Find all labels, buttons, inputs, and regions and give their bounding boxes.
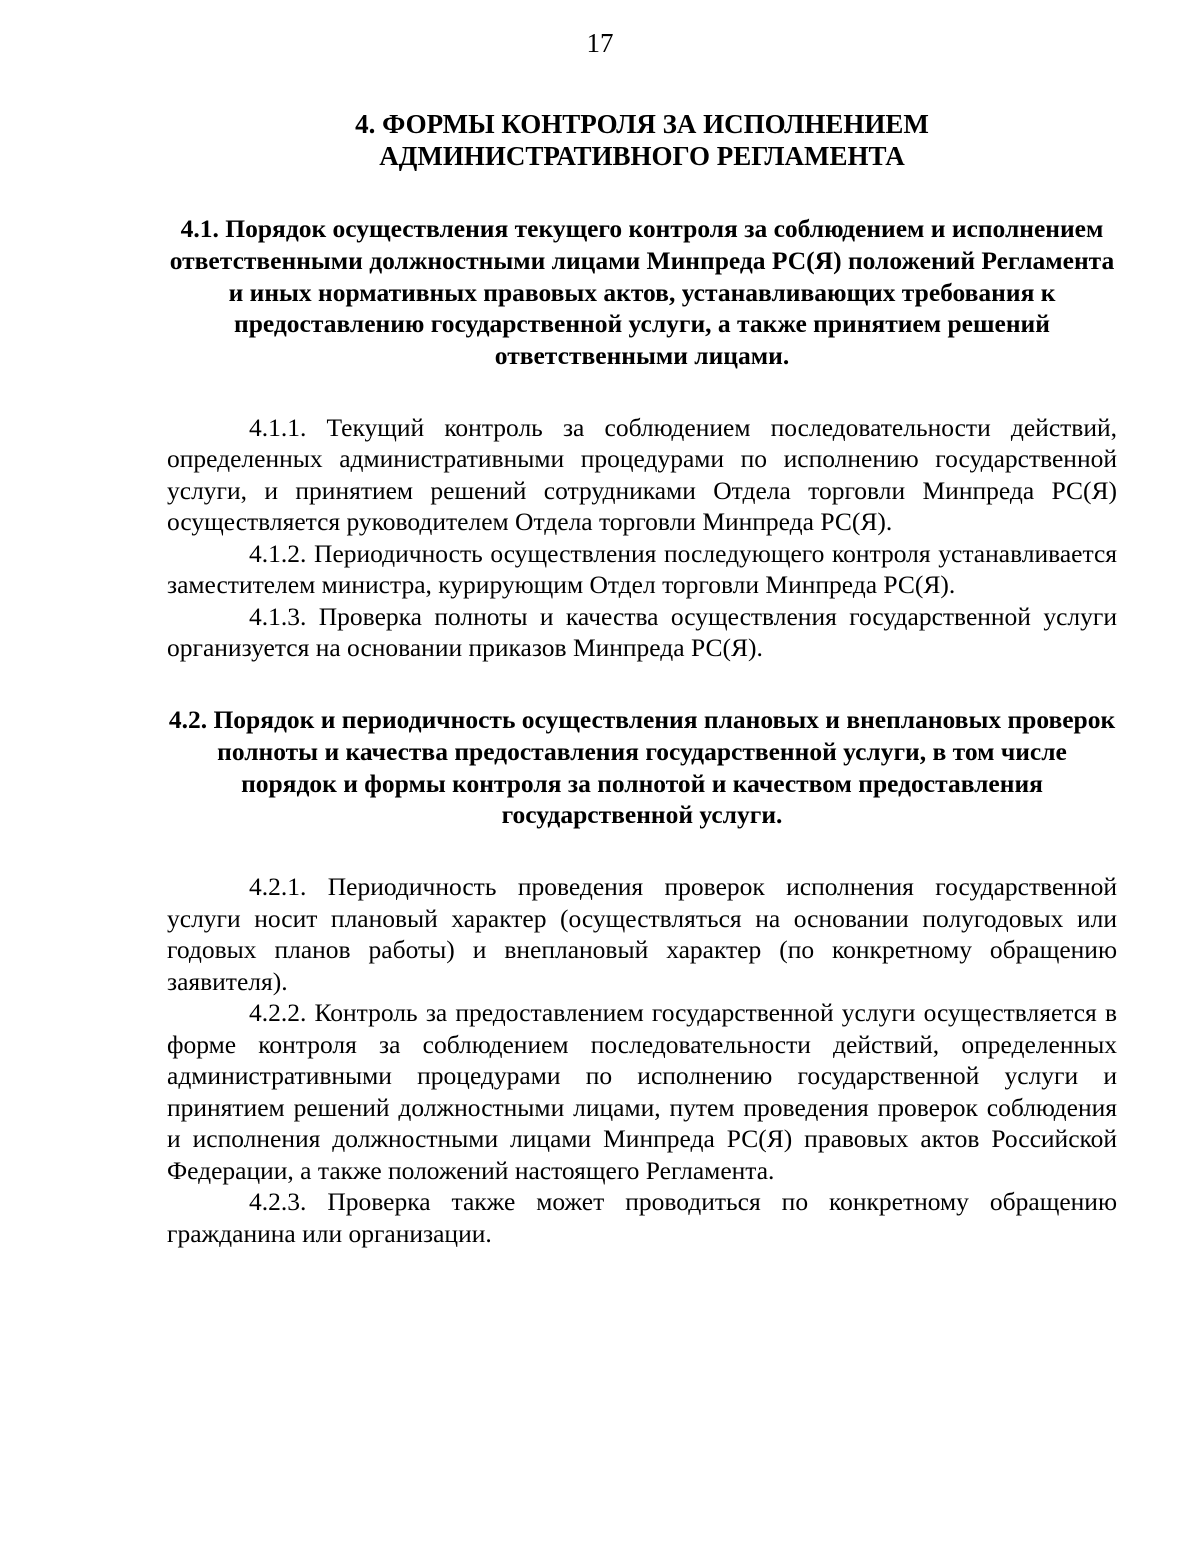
subsection-title-4-2: 4.2. Порядок и периодичность осуществления плановых и внеплановых проверок полноты и качества предоставления государственной услуги, в том числе порядок и формы контроля за полнотой и качеством предоставления государственной услуги. <box>168 704 1116 830</box>
subsection-title-4-1: 4.1. Порядок осуществления текущего контроля за соблюдением и исполнением ответственными должностными лицами Минпреда РС(Я) положений Регламента и иных нормативных правовых актов, устанавливающих требования к предоставлению государственной услуги, а также принятием решений ответственными лицами. <box>169 214 1115 371</box>
spacer <box>167 664 1117 704</box>
paragraph-4-2-1: 4.2.1. Периодичность проведения проверок исполнения государственной услуги носит плановый характер (осуществляться на основании полугодовых или годовых планов работы) и внеплановый характер (по конкретному обращению заявителя). <box>167 872 1117 996</box>
spacer <box>167 172 1117 213</box>
paragraph-4-1-2: 4.1.2. Периодичность осуществления последующего контроля устанавливается заместителем министра, курирующим Отдел торговли Минпреда РС(Я). <box>167 538 1117 600</box>
paragraph-4-2-2: 4.2.2. Контроль за предоставлением государственной услуги осуществляется в форме контроля за соблюдением последовательности действий, определенных административными процедурами по исполнению государственной услуги и принятием решений должностными лицами, путем проведения проверок соблюдения и исполнения должностными лицами Минпреда РС(Я) правовых актов Российской Федерации, а также положений настоящего Регламента. <box>167 998 1117 1185</box>
paragraph-4-1-3: 4.1.3. Проверка полноты и качества осуществления государственной услуги организуется на основании приказов Минпреда РС(Я). <box>167 601 1117 663</box>
section-title: 4. ФОРМЫ КОНТРОЛЯ ЗА ИСПОЛНЕНИЕМ АДМИНИСТРАТИВНОГО РЕГЛАМЕНТА <box>355 109 929 171</box>
document-body <box>167 108 1117 1249</box>
page-number: 17 <box>586 28 614 58</box>
spacer <box>167 831 1117 871</box>
spacer <box>167 372 1117 412</box>
paragraph-4-1-1: 4.1.1. Текущий контроль за соблюдением последовательности действий, определенных административными процедурами по исполнению государственной услуги, и принятием решений сотрудниками Отдела торговли Минпреда РС(Я) осуществляется руководителем Отдела торговли Минпреда РС(Я). <box>167 412 1117 537</box>
paragraph-4-2-3: 4.2.3. Проверка также может проводиться по конкретному обращению гражданина или организации. <box>167 1187 1117 1248</box>
